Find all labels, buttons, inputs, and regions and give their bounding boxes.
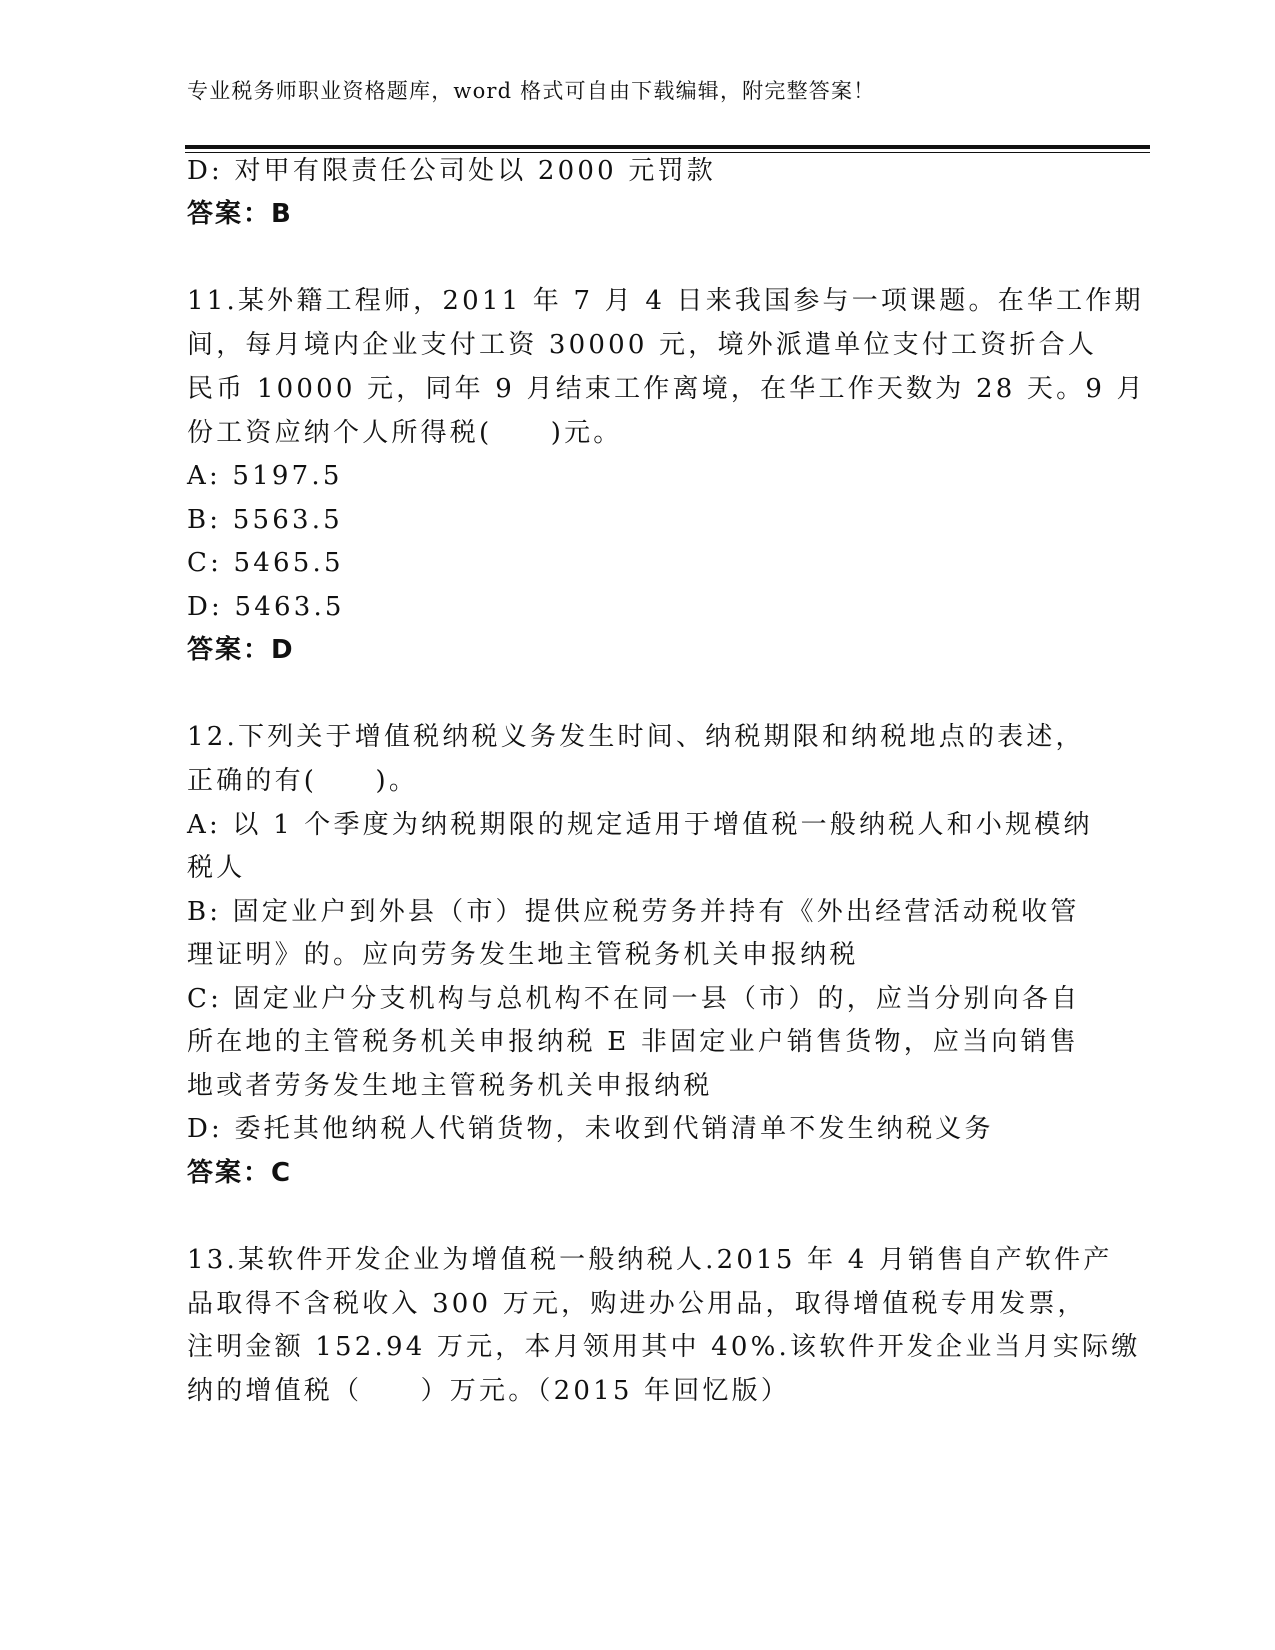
question-12-option-b-line-1: B: 固定业户到外县（市）提供应税劳务并持有《外出经营活动税收管 xyxy=(187,897,1080,927)
question-11-option-d: D: 5463.5 xyxy=(187,592,345,622)
previous-option-d: D: 对甲有限责任公司处以 2000 元罚款 xyxy=(187,156,716,186)
question-13-line-2: 品取得不含税收入 300 万元，购进办公用品，取得增值税专用发票， xyxy=(187,1289,1087,1319)
question-11-answer: 答案：D xyxy=(187,635,295,665)
question-12-line-2: 正确的有( )。 xyxy=(187,766,419,796)
question-12-option-d: D: 委托其他纳税人代销货物，未收到代销清单不发生纳税义务 xyxy=(187,1114,994,1144)
question-11-option-b: B: 5563.5 xyxy=(187,505,343,535)
question-11-line-3: 民币 10000 元，同年 9 月结束工作离境，在华工作天数为 28 天。9 月 xyxy=(187,374,1146,404)
question-12-option-c-line-2: 所在地的主管税务机关申报纳税 E 非固定业户销售货物，应当向销售 xyxy=(187,1027,1079,1057)
question-12-option-c-line-1: C: 固定业户分支机构与总机构不在同一县（市）的，应当分别向各自 xyxy=(187,984,1081,1014)
question-11-option-a: A: 5197.5 xyxy=(187,461,343,491)
question-12-option-a-line-2: 税人 xyxy=(187,853,246,883)
question-12-option-c-line-3: 地或者劳务发生地主管税务机关申报纳税 xyxy=(187,1071,713,1101)
question-11-option-c: C: 5465.5 xyxy=(187,548,344,578)
question-12-line-1: 12.下列关于增值税纳税义务发生时间、纳税期限和纳税地点的表述， xyxy=(187,722,1085,752)
header-text: 专业税务师职业资格题库，word 格式可自由下载编辑，附完整答案！ xyxy=(187,79,876,103)
question-13-line-1: 13.某软件开发企业为增值税一般纳税人.2015 年 4 月销售自产软件产 xyxy=(187,1245,1113,1275)
question-11-line-2: 间，每月境内企业支付工资 30000 元，境外派遣单位支付工资折合人 xyxy=(187,330,1098,360)
header-rule-thick xyxy=(185,145,1150,149)
question-12-answer: 答案：C xyxy=(187,1158,293,1188)
question-11-line-4: 份工资应纳个人所得税( )元。 xyxy=(187,418,623,448)
question-13-line-4: 纳的增值税（ ）万元。（2015 年回忆版） xyxy=(187,1376,791,1406)
question-13-line-3: 注明金额 152.94 万元，本月领用其中 40%.该软件开发企业当月实际缴 xyxy=(187,1332,1141,1362)
question-12-option-a-line-1: A: 以 1 个季度为纳税期限的规定适用于增值税一般纳税人和小规模纳 xyxy=(187,810,1093,840)
question-11-line-1: 11.某外籍工程师，2011 年 7 月 4 日来我国参与一项课题。在华工作期 xyxy=(187,286,1144,316)
header-rule-thin xyxy=(185,152,1150,153)
question-12-option-b-line-2: 理证明》的。应向劳务发生地主管税务机关申报纳税 xyxy=(187,940,859,970)
previous-answer: 答案：B xyxy=(187,199,293,229)
